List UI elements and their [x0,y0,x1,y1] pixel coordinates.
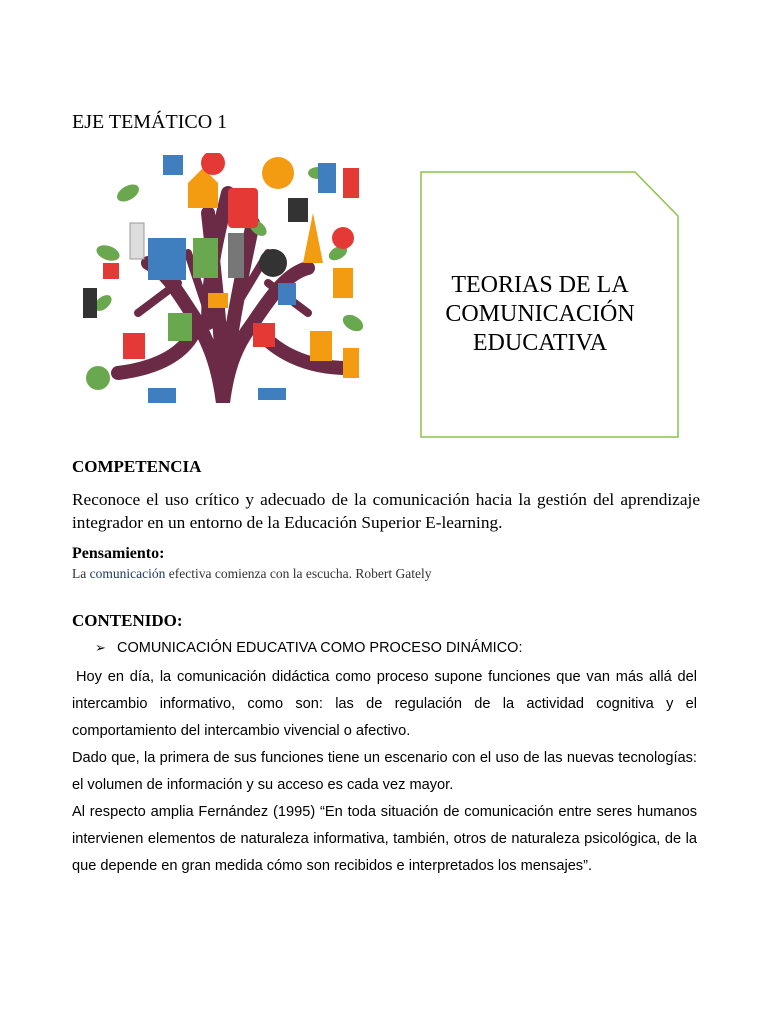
pensamiento-quote [72,566,431,582]
paragraph-2: Dado que, la primera de sus funciones tiene un escenario con el uso de las nuevas tecnologías: el volumen de información y su acceso es cada vez mayor. [72,750,697,793]
document-title [420,271,660,358]
quote-suffix: efectiva comienza con la escucha. Robert Gately [168,566,432,581]
bullet-text: COMUNICACIÓN EDUCATIVA COMO PROCESO DINÁMICO: [117,640,523,656]
bullet-item [95,640,523,656]
competencia-heading: COMPETENCIA [72,457,202,476]
pensamiento-heading: Pensamiento: [72,545,165,562]
contenido-heading: CONTENIDO: [72,611,183,630]
title-line-1: TEORIAS DE LA [451,272,629,298]
section-label: EJE TEMÁTICO 1 [72,111,228,133]
tech-tree-illustration [78,153,368,403]
competencia-text: Reconoce el uso crítico y adecuado de la comunicación hacia la gestión del aprendizaje integrador en un entorno de la Educación Superior E-learning. [72,490,700,532]
title-box [420,171,679,438]
title-line-3: EDUCATIVA [472,330,608,356]
title-line-2: COMUNICACIÓN [445,301,635,327]
arrow-bullet-icon: ➢ [95,640,106,655]
quote-highlight: comunicación [89,566,166,581]
paragraph-3: Al respecto amplia Fernández (1995) “En toda situación de comunicación entre seres humanos intervienen elementos de naturaleza informativa, también, otros de naturaleza psicológica, de la que depende en gran medida cómo son recibidos e interpretados los mensajes”. [72,804,697,874]
quote-prefix: La [72,566,87,581]
paragraph-1: Hoy en día, la comunicación didáctica como proceso supone funciones que van más allá del intercambio informativo, como son: las de regulación de la actividad cognitiva y el comportamiento del intercambio vivencial o afectivo. [72,669,697,739]
